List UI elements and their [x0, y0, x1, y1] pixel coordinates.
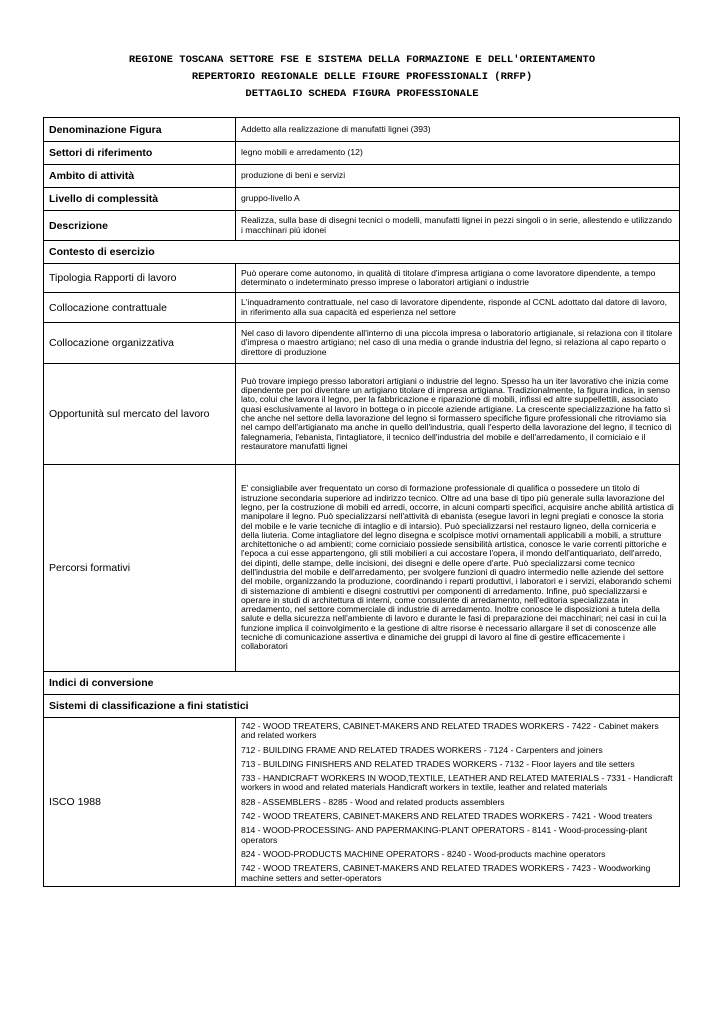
label-organizzativa: Collocazione organizzativa [44, 323, 236, 364]
header-line-1: REGIONE TOSCANA SETTORE FSE E SISTEMA DELLA FORMAZIONE E DELL'ORIENTAMENTO [128, 54, 596, 66]
isco-item: 824 - WOOD-PRODUCTS MACHINE OPERATORS - 8240 - Wood-products machine operators [241, 848, 606, 859]
document-header [0, 52, 724, 103]
value-settori: legno mobili e arredamento (12) [236, 142, 680, 165]
section-title-indici: Indici di conversione [44, 672, 680, 695]
isco-item: 814 - WOOD-PROCESSING- AND PAPERMAKING-PLANT OPERATORS - 8141 - Wood-processing-plant operators [241, 825, 648, 845]
section-title-contesto: Contesto di esercizio [44, 241, 680, 264]
label-isco: ISCO 1988 [44, 718, 236, 887]
label-livello: Livello di complessità [44, 188, 236, 211]
label-percorsi: Percorsi formativi [44, 465, 236, 672]
label-settori: Settori di riferimento [44, 142, 236, 165]
value-livello: gruppo-livello A [236, 188, 680, 211]
section-contesto [44, 241, 680, 264]
row-opportunita [44, 364, 680, 465]
row-settori [44, 142, 680, 165]
value-percorsi: E' consigliabile aver frequentato un corso di formazione professionale di qualifica o possedere un titolo di istruzione secondaria superiore ad indirizzo tecnico. Oltre ad una base di tipo più generale sulla lavorazione del legno, per la costruzione di mobili ed arredi, occorre, in alcuni comparti specifici, acquisire anche abilità artistica di manipolare il legno. Può specializzarsi nell'attività di ebanista (esegue lavori in legni pregiati e conosce la storia del mobile e le varie tecniche di intaglio e di intarsio). Può specializzarsi nel restauro ligneo, della corniceria e della liuteria. Come intagliatore del legno disegna e scolpisce motivi ornamentali applicabili a mobili, a strutture architettoniche o ad ambienti; come corniciaio possiede sensibilità artistica, conosce le varie correnti pittoriche e l'epoca a cui esse appartengono, gli stili mobilieri a cui accostare l'opera, il mondo dell'antiquariato, dell'arredo, dei dipinti, delle stampe, delle incisioni, dei disegni e delle opere d'arte. Può specializzarsi come tecnico dell'industria del mobile e dell'arredamento, per svolgere funzioni di quadro intermedio nelle aziende del settore del mobile, organizzando la produzione, coordinando i reparti produttivi, i laboratori e i servizi, elaborando schemi di sistemazione di ambienti e disegni costruttivi per componenti di arredamento. Infine, può specializzarsi e operare in studi di architettura di interni, come consulente di arredamento, nell'editoria specializzata in arredamento, nel settore commerciale di industrie di arredamento. Inoltre conosce le disposizioni a tutela della salute e della sicurezza nell'ambiente di lavoro e durante le fasi di preparazione dei macchinari; nei casi in cui la funzione implica il coinvolgimento e la gestione di altre risorse è necessario allargare il set di conoscenze alle tecniche di comunicazione assertiva e dinamiche dei gruppi di lavoro al fine di gestire efficacemente i collaboratori [236, 465, 680, 672]
value-isco [236, 718, 680, 887]
row-organizzativa [44, 323, 680, 364]
isco-item: 742 - WOOD TREATERS, CABINET-MAKERS AND RELATED TRADES WORKERS - 7422 - Cabinet makers and related workers [241, 721, 659, 741]
isco-item: 742 - WOOD TREATERS, CABINET-MAKERS AND RELATED TRADES WORKERS - 7423 - Woodworking machine setters and setter-operators [241, 863, 651, 883]
header-line-3: DETTAGLIO SCHEDA FIGURA PROFESSIONALE [245, 88, 479, 100]
label-tipologia: Tipologia Rapporti di lavoro [44, 264, 236, 293]
value-organizzativa: Nel caso di lavoro dipendente all'interno di una piccola impresa o laboratorio artigianale, si relaziona con il titolare d'impresa o maestro artigiano; nel caso di una media o grande industria del legno, si relaziona al capo reparto o direttore di produzione [236, 323, 680, 364]
section-title-sistemi: Sistemi di classificazione a fini statistici [44, 695, 680, 718]
section-sistemi [44, 695, 680, 718]
row-descrizione [44, 211, 680, 241]
section-indici [44, 672, 680, 695]
value-denominazione: Addetto alla realizzazione di manufatti lignei (393) [236, 118, 680, 142]
row-percorsi [44, 465, 680, 672]
isco-item: 742 - WOOD TREATERS, CABINET-MAKERS AND RELATED TRADES WORKERS - 7421 - Wood treaters [241, 811, 653, 822]
label-denominazione: Denominazione Figura [44, 118, 236, 142]
row-ambito [44, 165, 680, 188]
profile-table [43, 117, 680, 887]
header-line-2: REPERTORIO REGIONALE DELLE FIGURE PROFESSIONALI (RRFP) [191, 71, 533, 83]
value-contrattuale: L'inquadramento contrattuale, nel caso di lavoratore dipendente, risponde al CCNL adottato dal datore di lavoro, in riferimento alla sua capacità ed esperienza nel settore [236, 293, 680, 323]
isco-item: 828 - ASSEMBLERS - 8285 - Wood and related products assemblers [241, 796, 505, 807]
value-opportunita: Può trovare impiego presso laboratori artigiani o industrie del legno. Spesso ha un iter lavorativo che inizia come dipendente per poi diventare un artigiano titolare di impresa artigiana. Tradizionalmente, la figura indica, in senso lato, colui che lavora il legno, per la fabbricazione e riparazione di mobili, infissi ed altre suppellettili, associato quasi esclusivamente al lavoro in bottega o in piccole aziende artigiane. La crescente specializzazione ha fatto sì che anche nel settore della lavorazione del legno si formassero specifiche figure professionali che ritroviamo sia nel campo dell'artigianato ma anche in quello dell'industria, quali l'esperto della lavorazione del legno, il tecnico di falegnameria, l'ebanista, l'intagliatore, il tecnico dell'industria del mobile e dell'arredamento, il corniciaio e il restauratore manufatti lignei [236, 364, 680, 465]
label-descrizione: Descrizione [44, 211, 236, 241]
label-opportunita: Opportunità sul mercato del lavoro [44, 364, 236, 465]
value-descrizione: Realizza, sulla base di disegni tecnici o modelli, manufatti lignei in pezzi singoli o in serie, allestendo e utilizzando i macchinari più idonei [236, 211, 680, 241]
isco-item: 733 - HANDICRAFT WORKERS IN WOOD,TEXTILE, LEATHER AND RELATED MATERIALS - 7331 - Handicraft workers in wood and related materials Handicraft workers in textile, leather and related materials [241, 773, 673, 793]
isco-item: 713 - BUILDING FINISHERS AND RELATED TRADES WORKERS - 7132 - Floor layers and tile setters [241, 758, 635, 769]
isco-item: 712 - BUILDING FRAME AND RELATED TRADES WORKERS - 7124 - Carpenters and joiners [241, 744, 603, 755]
row-denominazione [44, 118, 680, 142]
row-contrattuale [44, 293, 680, 323]
row-isco [44, 718, 680, 887]
row-livello [44, 188, 680, 211]
row-tipologia [44, 264, 680, 293]
label-contrattuale: Collocazione contrattuale [44, 293, 236, 323]
label-ambito: Ambito di attività [44, 165, 236, 188]
value-tipologia: Può operare come autonomo, in qualità di titolare d'impresa artigiana o come lavoratore dipendente, a tempo determinato o indeterminato presso imprese o laboratori artigiani o industrie [236, 264, 680, 293]
value-ambito: produzione di beni e servizi [236, 165, 680, 188]
